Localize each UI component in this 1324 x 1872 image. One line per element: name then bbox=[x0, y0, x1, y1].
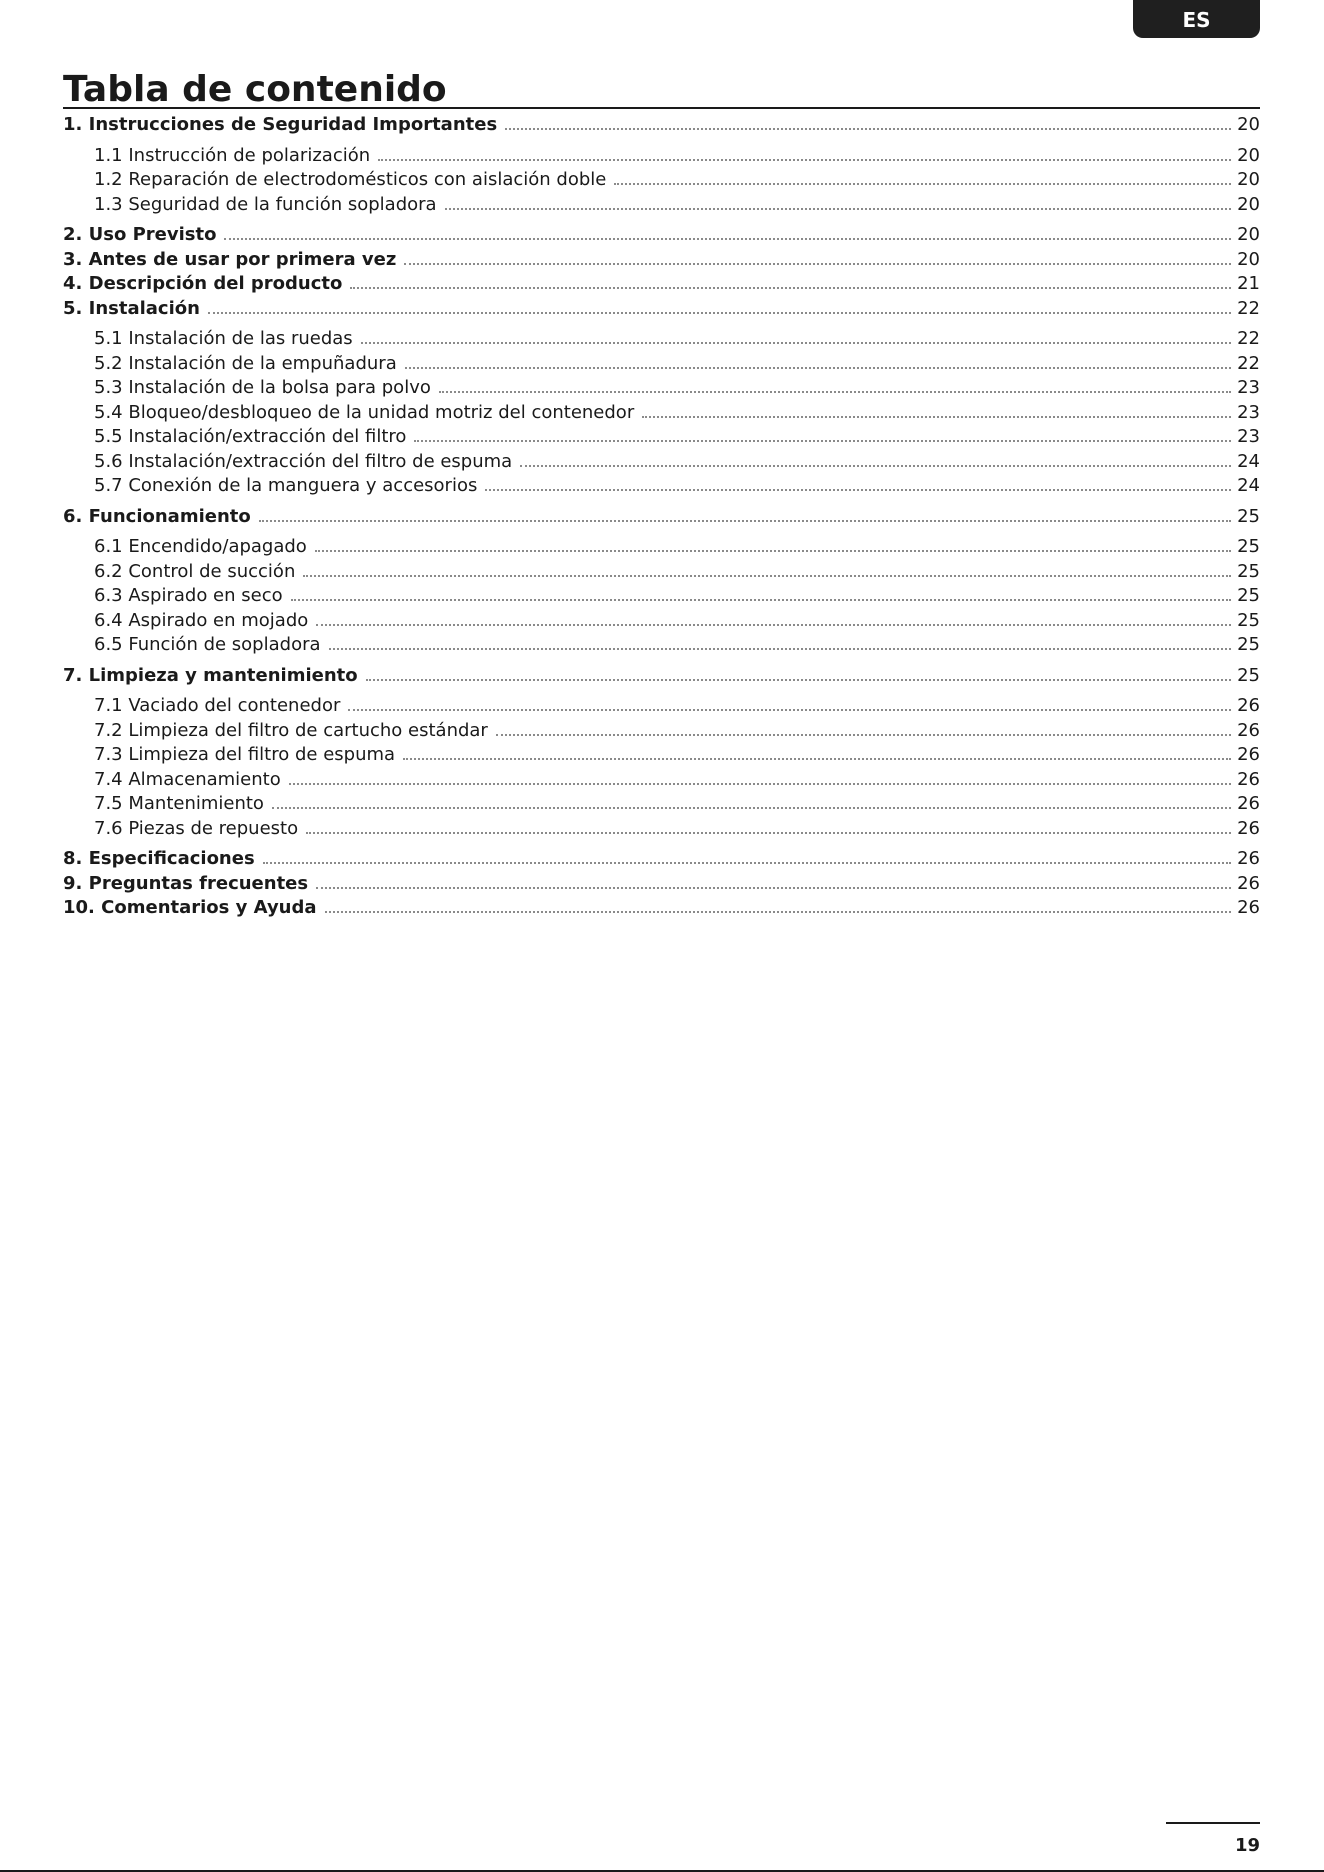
toc-dot-leader bbox=[325, 911, 1232, 913]
toc-entry-page: 26 bbox=[1237, 720, 1260, 741]
toc-entry-page: 21 bbox=[1237, 273, 1260, 294]
toc-entry[interactable] bbox=[63, 768, 1260, 792]
toc-entry-label: 4. Descripción del producto bbox=[63, 273, 343, 294]
toc-dot-leader bbox=[361, 342, 1231, 344]
toc-entry[interactable] bbox=[63, 792, 1260, 816]
toc-entry-label: 5.3 Instalación de la bolsa para polvo bbox=[94, 377, 431, 398]
toc-entry-page: 23 bbox=[1237, 426, 1260, 447]
toc-entry-label: 1. Instrucciones de Seguridad Importantes bbox=[63, 114, 498, 135]
toc-entry-label: 5.5 Instalación/extracción del filtro bbox=[94, 426, 407, 447]
toc-entry-page: 26 bbox=[1237, 769, 1260, 790]
toc-entry-label: 6.3 Aspirado en seco bbox=[94, 585, 283, 606]
toc-dot-leader bbox=[224, 238, 1231, 240]
toc-entry[interactable] bbox=[63, 743, 1260, 767]
toc-entry-label: 5.2 Instalación de la empuñadura bbox=[94, 353, 397, 374]
toc-entry-page: 26 bbox=[1237, 848, 1260, 869]
toc-entry-page: 23 bbox=[1237, 377, 1260, 398]
toc-entry-page: 25 bbox=[1237, 506, 1260, 527]
toc-entry[interactable] bbox=[63, 719, 1260, 743]
toc-entry[interactable] bbox=[63, 535, 1260, 559]
toc-entry[interactable] bbox=[63, 817, 1260, 841]
toc-entry-page: 20 bbox=[1237, 194, 1260, 215]
toc-entry[interactable] bbox=[63, 376, 1260, 400]
page-title: Tabla de contenido bbox=[63, 69, 447, 110]
toc-entry[interactable] bbox=[63, 872, 1260, 896]
toc-entry-label: 5.4 Bloqueo/desbloqueo de la unidad motriz del contenedor bbox=[94, 402, 635, 423]
toc-entry-label: 10. Comentarios y Ayuda bbox=[63, 897, 317, 918]
toc-entry[interactable] bbox=[63, 327, 1260, 351]
toc-dot-leader bbox=[614, 183, 1231, 185]
toc-entry-label: 8. Especificaciones bbox=[63, 848, 255, 869]
toc-dot-leader bbox=[316, 624, 1231, 626]
toc-entry-page: 22 bbox=[1237, 328, 1260, 349]
language-tab: ES bbox=[1133, 0, 1260, 38]
toc-entry-label: 6.5 Función de sopladora bbox=[94, 634, 321, 655]
toc-entry-page: 22 bbox=[1237, 298, 1260, 319]
toc-entry[interactable] bbox=[63, 694, 1260, 718]
toc-entry-label: 5.7 Conexión de la manguera y accesorios bbox=[94, 475, 478, 496]
toc-dot-leader bbox=[350, 287, 1231, 289]
toc-entry-label: 5.6 Instalación/extracción del filtro de espuma bbox=[94, 451, 513, 472]
toc-entry[interactable] bbox=[63, 352, 1260, 376]
footer-divider bbox=[1166, 1822, 1260, 1824]
toc-dot-leader bbox=[263, 862, 1231, 864]
toc-entry-page: 25 bbox=[1237, 561, 1260, 582]
toc-dot-leader bbox=[315, 550, 1231, 552]
toc-dot-leader bbox=[348, 709, 1231, 711]
toc-entry-page: 20 bbox=[1237, 249, 1260, 270]
toc-dot-leader bbox=[439, 391, 1231, 393]
toc-entry[interactable] bbox=[63, 584, 1260, 608]
toc-dot-leader bbox=[505, 128, 1231, 130]
toc-entry[interactable] bbox=[63, 847, 1260, 871]
page-number: 19 bbox=[1234, 1835, 1260, 1856]
toc-entry-page: 26 bbox=[1237, 873, 1260, 894]
toc-entry-label: 7.4 Almacenamiento bbox=[94, 769, 281, 790]
toc-entry-label: 1.1 Instrucción de polarización bbox=[94, 145, 371, 166]
toc-dot-leader bbox=[306, 832, 1231, 834]
toc-dot-leader bbox=[303, 575, 1231, 577]
toc-entry-label: 7.1 Vaciado del contenedor bbox=[94, 695, 341, 716]
toc-entry-label: 6. Funcionamiento bbox=[63, 506, 251, 527]
toc-entry[interactable] bbox=[63, 425, 1260, 449]
toc-entry[interactable] bbox=[63, 193, 1260, 217]
toc-entry-label: 7.2 Limpieza del filtro de cartucho estándar bbox=[94, 720, 488, 741]
toc-entry[interactable] bbox=[63, 168, 1260, 192]
toc-dot-leader bbox=[378, 159, 1231, 161]
toc-entry[interactable] bbox=[63, 664, 1260, 688]
toc-entry-label: 1.3 Seguridad de la función sopladora bbox=[94, 194, 437, 215]
toc-entry-label: 7.6 Piezas de repuesto bbox=[94, 818, 299, 839]
toc-entry-page: 25 bbox=[1237, 634, 1260, 655]
toc-entry[interactable] bbox=[63, 272, 1260, 296]
toc-dot-leader bbox=[366, 679, 1231, 681]
toc-entry-page: 20 bbox=[1237, 145, 1260, 166]
toc-entry-page: 25 bbox=[1237, 585, 1260, 606]
toc-entry[interactable] bbox=[63, 474, 1260, 498]
toc-dot-leader bbox=[520, 465, 1231, 467]
toc-dot-leader bbox=[496, 734, 1231, 736]
toc-entry[interactable] bbox=[63, 609, 1260, 633]
toc-entry-page: 25 bbox=[1237, 536, 1260, 557]
toc-entry[interactable] bbox=[63, 297, 1260, 321]
toc-entry-page: 26 bbox=[1237, 695, 1260, 716]
toc-entry[interactable] bbox=[63, 633, 1260, 657]
toc-entry-page: 20 bbox=[1237, 224, 1260, 245]
toc-entry[interactable] bbox=[63, 401, 1260, 425]
toc-entry-label: 7.5 Mantenimiento bbox=[94, 793, 264, 814]
toc-entry-label: 5. Instalación bbox=[63, 298, 200, 319]
toc-dot-leader bbox=[642, 416, 1231, 418]
toc-entry-page: 20 bbox=[1237, 114, 1260, 135]
toc-entry[interactable] bbox=[63, 144, 1260, 168]
toc-entry-page: 25 bbox=[1237, 610, 1260, 631]
toc-entry-page: 26 bbox=[1237, 793, 1260, 814]
toc-entry-page: 26 bbox=[1237, 897, 1260, 918]
toc-entry-label: 7.3 Limpieza del filtro de espuma bbox=[94, 744, 396, 765]
toc-entry-page: 25 bbox=[1237, 665, 1260, 686]
toc-dot-leader bbox=[208, 312, 1231, 314]
toc-entry-label: 6.2 Control de succión bbox=[94, 561, 296, 582]
toc-entry-label: 5.1 Instalación de las ruedas bbox=[94, 328, 353, 349]
toc-dot-leader bbox=[259, 520, 1231, 522]
toc-entry-label: 9. Preguntas frecuentes bbox=[63, 873, 309, 894]
toc-entry[interactable] bbox=[63, 896, 1260, 920]
toc-entry-label: 6.4 Aspirado en mojado bbox=[94, 610, 309, 631]
toc-dot-leader bbox=[485, 489, 1231, 491]
toc-entry-label: 1.2 Reparación de electrodomésticos con aislación doble bbox=[94, 169, 607, 190]
toc-dot-leader bbox=[329, 648, 1232, 650]
title-divider bbox=[63, 107, 1260, 109]
toc-entry[interactable] bbox=[63, 560, 1260, 584]
toc-dot-leader bbox=[272, 807, 1231, 809]
toc-dot-leader bbox=[445, 208, 1232, 210]
toc-entry-page: 22 bbox=[1237, 353, 1260, 374]
toc-entry-page: 24 bbox=[1237, 451, 1260, 472]
toc-entry[interactable] bbox=[63, 113, 1260, 137]
toc-entry-page: 20 bbox=[1237, 169, 1260, 190]
toc-entry-page: 24 bbox=[1237, 475, 1260, 496]
toc-entry-label: 6.1 Encendido/apagado bbox=[94, 536, 307, 557]
toc-dot-leader bbox=[405, 367, 1231, 369]
toc-dot-leader bbox=[414, 440, 1231, 442]
toc-entry[interactable] bbox=[63, 223, 1260, 247]
toc-entry-page: 23 bbox=[1237, 402, 1260, 423]
toc-dot-leader bbox=[404, 263, 1231, 265]
toc-dot-leader bbox=[289, 783, 1231, 785]
toc-dot-leader bbox=[291, 599, 1231, 601]
toc-dot-leader bbox=[403, 758, 1231, 760]
toc-entry[interactable] bbox=[63, 505, 1260, 529]
toc-entry-page: 26 bbox=[1237, 744, 1260, 765]
toc-entry[interactable] bbox=[63, 248, 1260, 272]
toc-entry-label: 2. Uso Previsto bbox=[63, 224, 217, 245]
toc-entry-page: 26 bbox=[1237, 818, 1260, 839]
toc-dot-leader bbox=[316, 887, 1231, 889]
toc-entry[interactable] bbox=[63, 450, 1260, 474]
toc-entry-label: 7. Limpieza y mantenimiento bbox=[63, 665, 358, 686]
toc-entry-label: 3. Antes de usar por primera vez bbox=[63, 249, 397, 270]
